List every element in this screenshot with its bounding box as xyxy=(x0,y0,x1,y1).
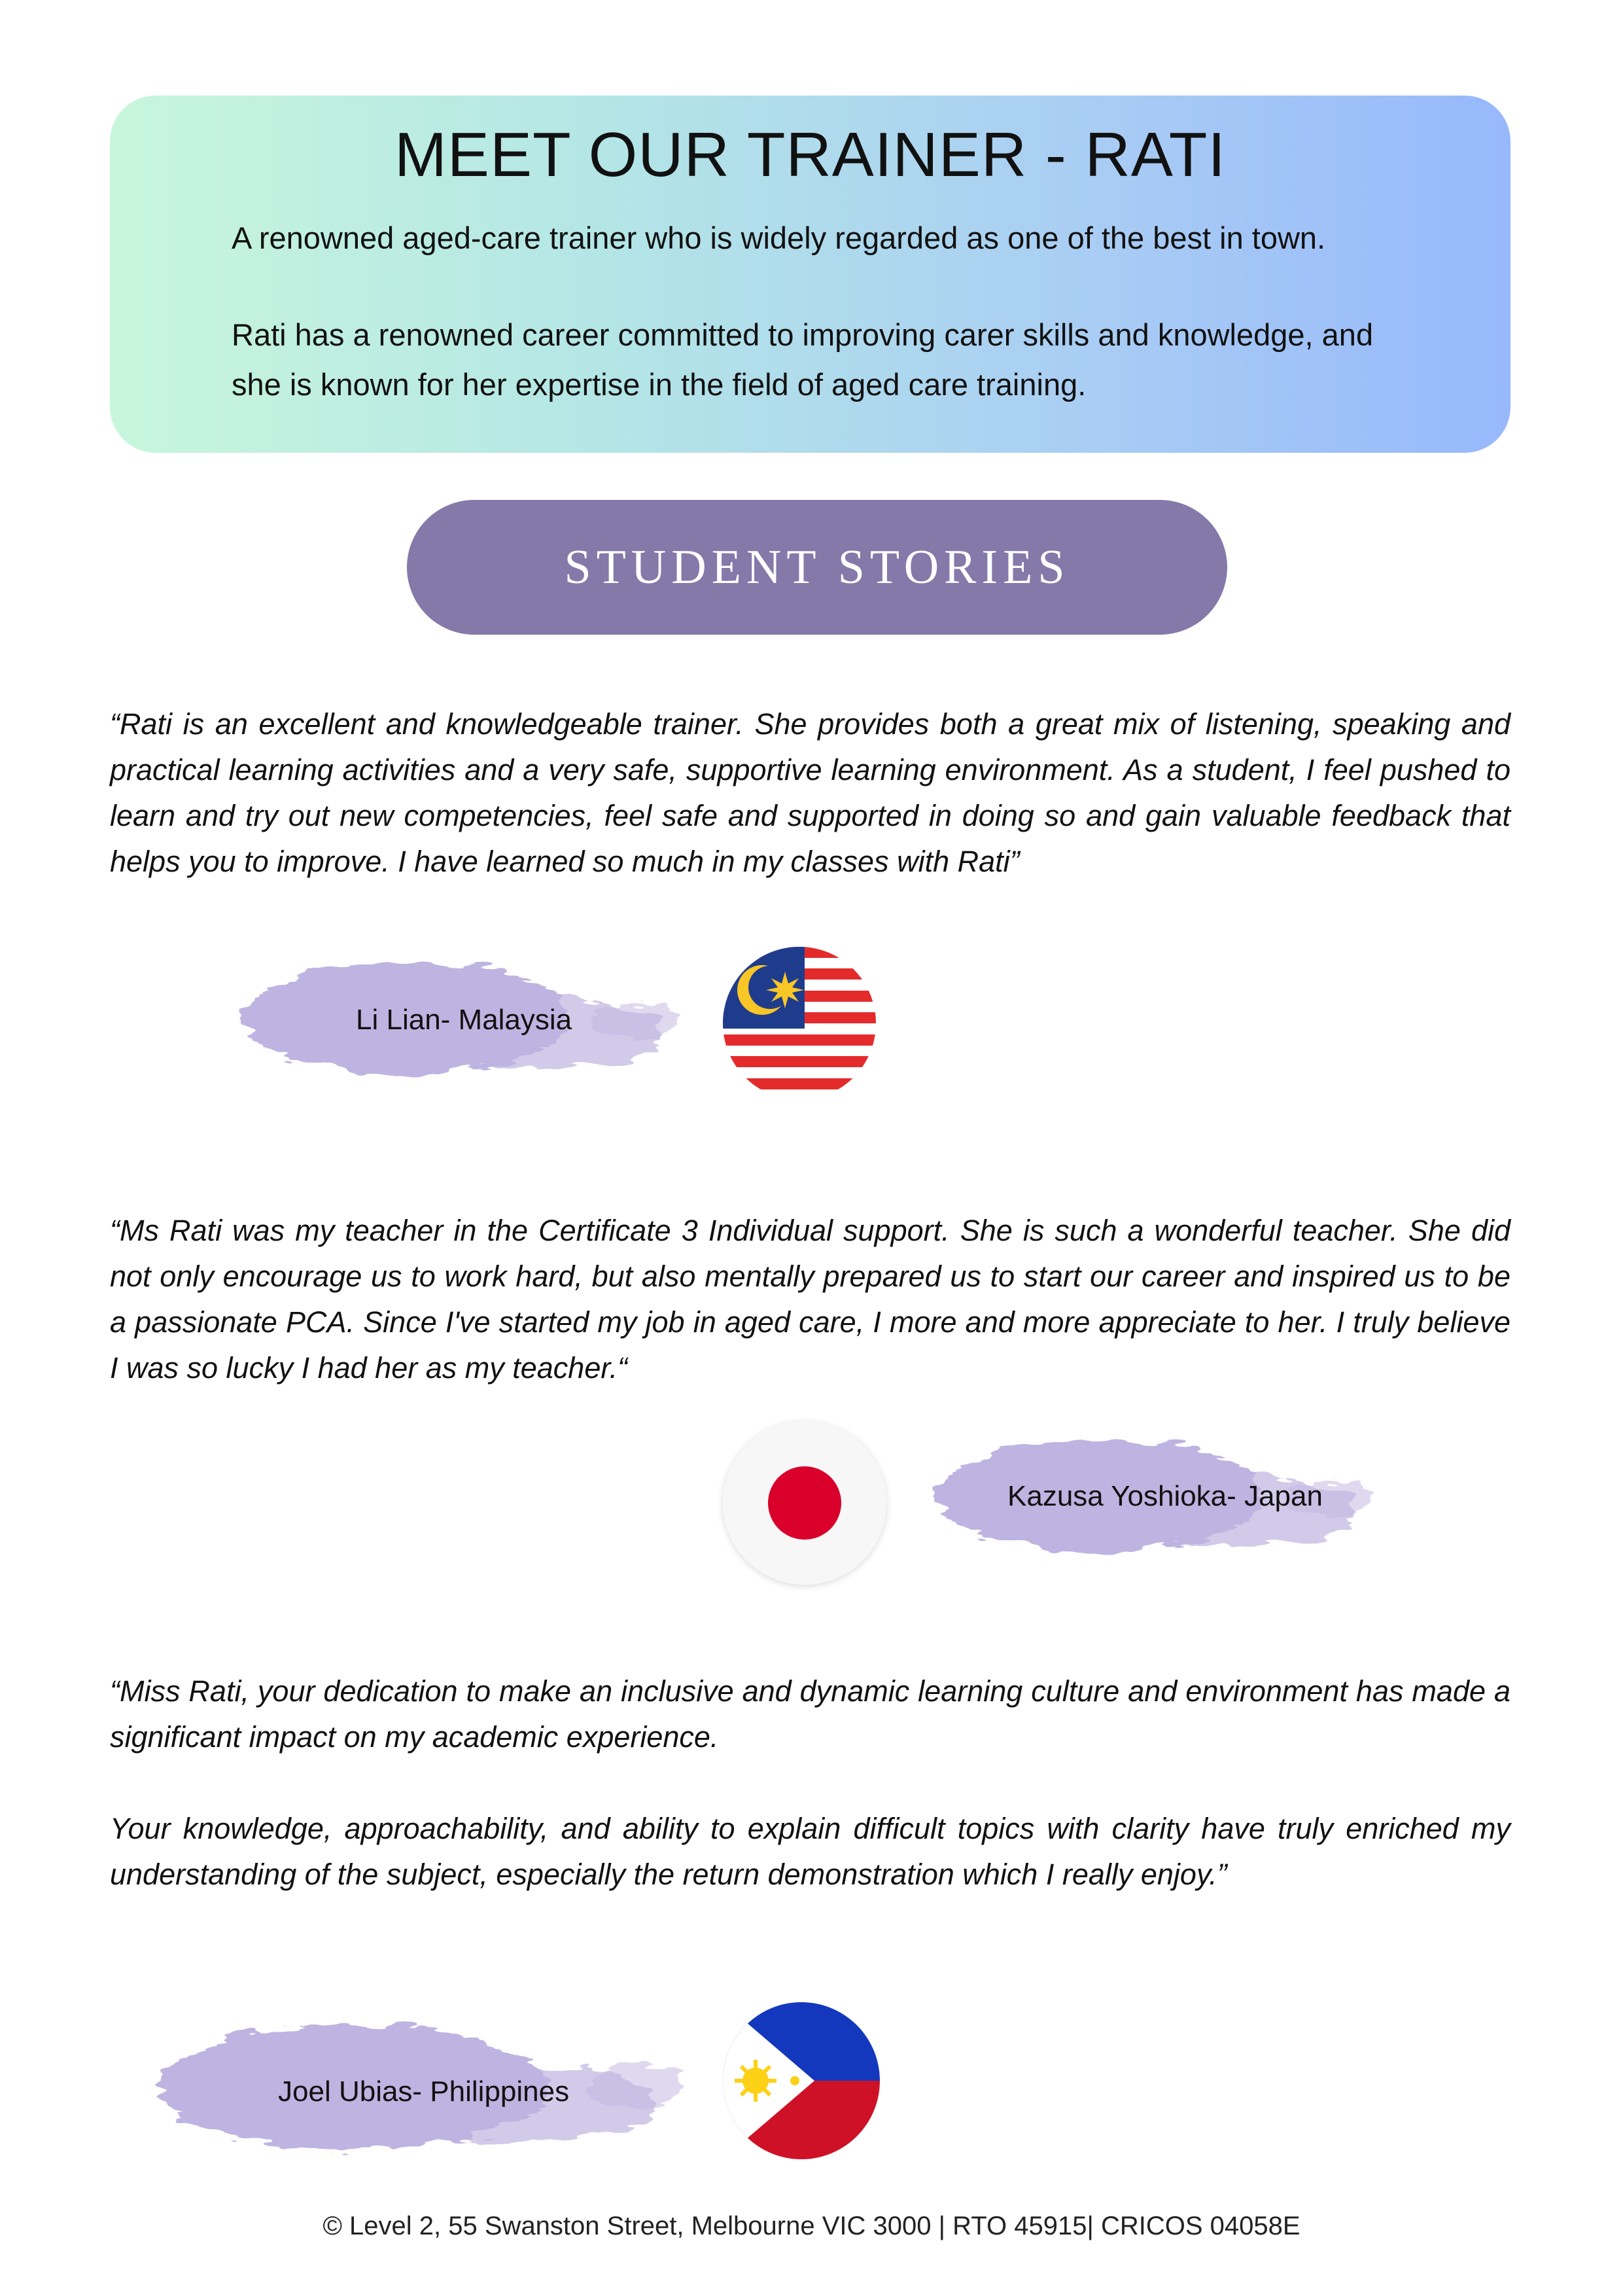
testimonial-quote: “Ms Rati was my teacher in the Certificate 3 Individual support. She is such a wonderful teacher. She did not only encourage us to work hard, but also mentally prepared us to start our career and inspired us to be a passionate PCA. Since I've started my job in aged care, I more and more appreciate to her. I truly believe I was so lucky I had her as my teacher.“ xyxy=(110,1214,1510,1385)
japan-flag-icon xyxy=(723,1421,886,1585)
author-badge xyxy=(216,936,693,1112)
student-stories-heading xyxy=(407,500,1227,635)
trainer-intro-text: A renowned aged-care trainer who is widely regarded as one of the best in town. xyxy=(232,221,1326,255)
testimonial-author: Kazusa Yoshioka- Japan xyxy=(1007,1480,1323,1512)
trainer-intro-card xyxy=(110,96,1510,453)
footer-address: © Level 2, 55 Swanston Street, Melbourne VIC 3000 | RTO 45915| CRICOS 04058E xyxy=(323,2212,1300,2240)
page-title: MEET OUR TRAINER - RATI xyxy=(394,120,1227,190)
trainer-bio-text: Rati has a renowned career committed to improving carer skills and knowledge, and she is known for her expertise in the field of aged care training. xyxy=(232,317,1374,402)
author-badge xyxy=(909,1413,1387,1590)
student-stories-heading-text: STUDENT STORIES xyxy=(564,540,1070,594)
philippines-flag-icon xyxy=(723,2002,880,2159)
testimonial-paragraph: Your knowledge, approachability, and ability to explain difficult topics with clarity have truly enriched my understanding of the subject, especially the return demonstration which I really enjoy.” xyxy=(110,1812,1510,1891)
testimonial-author: Joel Ubias- Philippines xyxy=(278,2075,570,2108)
malaysia-flag-icon xyxy=(723,947,876,1100)
testimonial-quote: “Rati is an excellent and knowledgeable trainer. She provides both a great mix of listening, speaking and practical learning activities and a very safe, supportive learning environment. As a student, I feel pushed to learn and try out new competencies, feel safe and supported in doing so and gain valuable feedback that helps you to improve. I have learned so much in my classes with Rati” xyxy=(110,707,1510,878)
testimonial-author: Li Lian- Malaysia xyxy=(356,1004,572,1036)
testimonial-quote xyxy=(110,1669,1510,1898)
testimonial-paragraph: “Miss Rati, your dedication to make an inclusive and dynamic learning culture and environment has made a significant impact on my academic experience. xyxy=(110,1674,1510,1754)
author-badge xyxy=(137,1996,700,2192)
